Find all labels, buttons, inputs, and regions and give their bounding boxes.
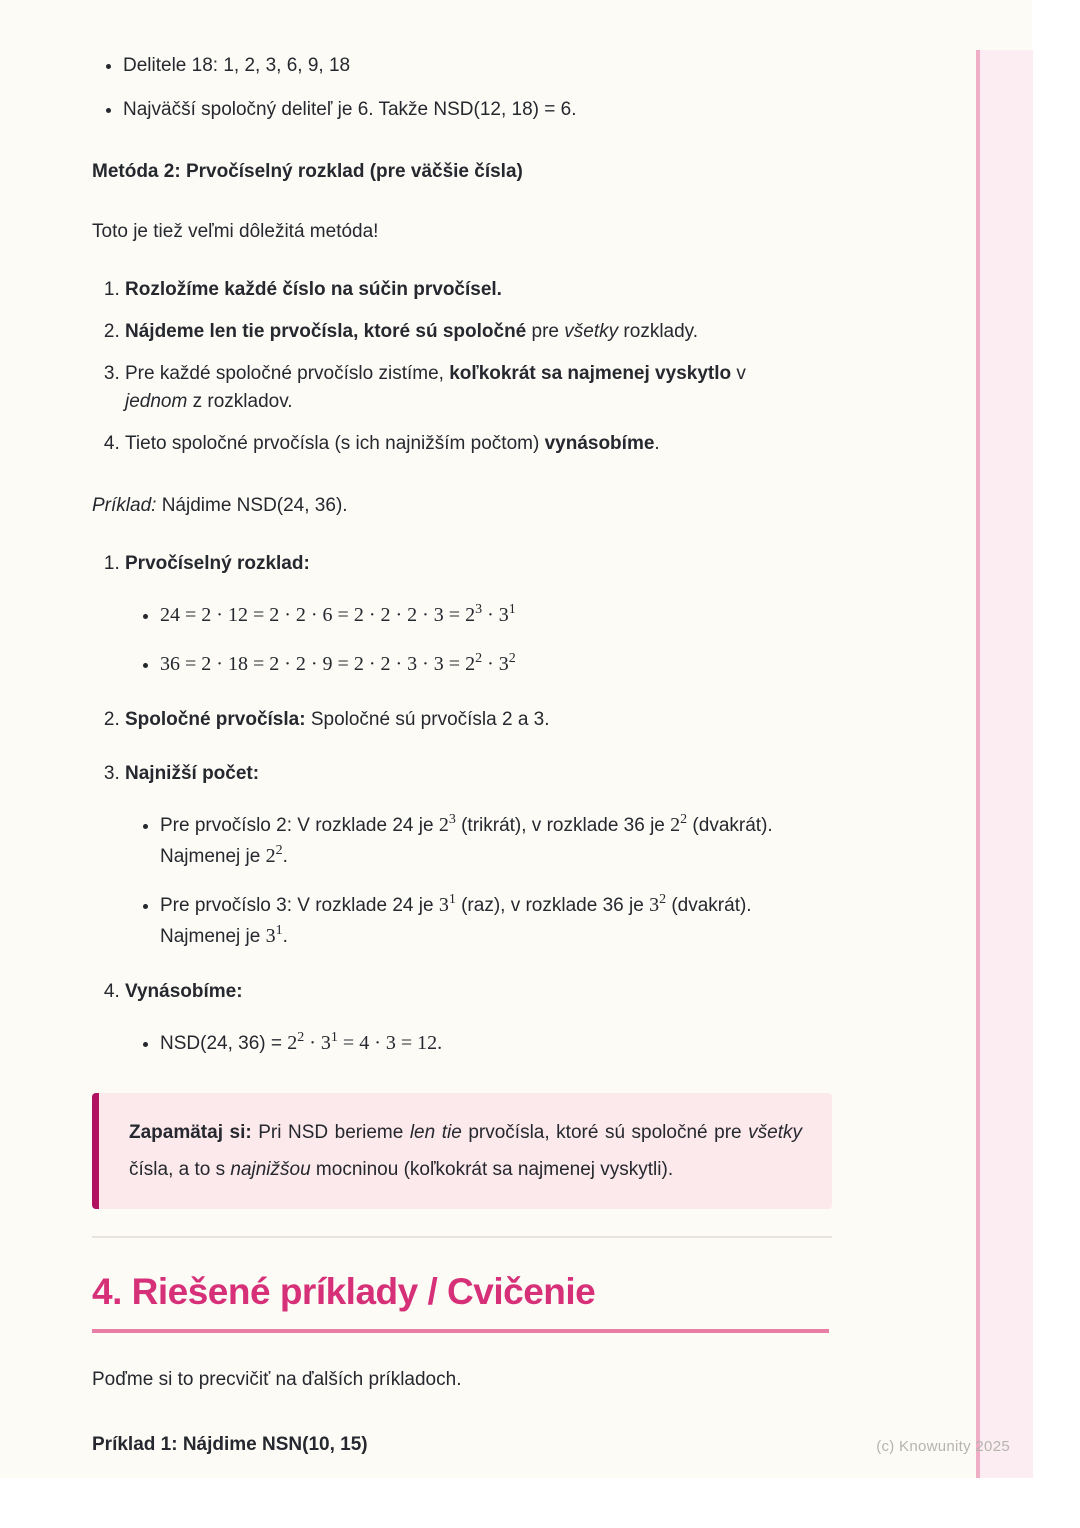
step-item: 1. Rozložíme každé číslo na súčin prvočísel. bbox=[125, 276, 832, 304]
section4-title: 4. Riešené príklady / Cvičenie bbox=[92, 1271, 596, 1312]
divisors-summary-list bbox=[92, 52, 832, 124]
step-item bbox=[125, 760, 832, 952]
method2-lead: Toto je tiež veľmi dôležitá metóda! bbox=[92, 221, 379, 242]
step-item: 2. Nájdeme len tie prvočísla, ktoré sú spoločné pre všetky rozklady. bbox=[125, 318, 832, 346]
list-item: • Pre prvočíslo 3: V rozklade 24 je $3^1$ (raz), v rozklade 36 je $3^2$ (dvakrát). Najmenej je $3^1$. bbox=[160, 890, 832, 952]
list-item: • Pre prvočíslo 2: V rozklade 24 je $2^3$ (trikrát), v rozklade 36 je $2^2$ (dvakrát). Najmenej je $2^2$. bbox=[160, 810, 832, 872]
example-intro: Príklad: Nájdime NSD(24, 36). bbox=[92, 495, 348, 516]
callout-text: Zapamätaj si: Pri NSD berieme len tie prvočísla, ktoré sú spoločné pre všetky čísla, a to s najnižšou mocninou (koľkokrát sa najmenej vyskytli). bbox=[129, 1122, 802, 1180]
step-item: 4. Tieto spoločné prvočísla (s ich najnižším počtom) vynásobíme. bbox=[125, 430, 832, 458]
step-item bbox=[125, 978, 832, 1059]
list-item: • Delitele 18: 1, 2, 3, 6, 9, 18 bbox=[123, 52, 832, 80]
step-item bbox=[125, 550, 832, 680]
step-item: 3. Pre každé spoločné prvočíslo zistíme, koľkokrát sa najmenej vyskytlo v jednom z rozkladov. bbox=[125, 360, 832, 416]
step-title: 1. Prvočíselný rozklad: bbox=[125, 553, 310, 574]
example-steps-list bbox=[92, 550, 832, 1059]
list-item: • Najväčší spoločný deliteľ je 6. Takže NSD(12, 18) = 6. bbox=[123, 96, 832, 124]
step-title: 3. Najnižší počet: bbox=[125, 763, 260, 784]
step-item bbox=[125, 706, 832, 734]
page-edge-strip bbox=[976, 50, 1033, 1478]
method2-heading: Metóda 2: Prvočíselný rozklad (pre väčšie čísla) bbox=[92, 161, 523, 182]
remember-callout bbox=[92, 1093, 832, 1209]
exercise1-title: Príklad 1: Nájdime NSN(10, 15) bbox=[92, 1434, 368, 1455]
math-line: • $24 = 2 \cdot 12 = 2 \cdot 2 \cdot 6 = 2 \cdot 2 \cdot 2 \cdot 3 = 2^3 \cdot 3^1$ bbox=[160, 600, 832, 631]
factorization-list bbox=[125, 600, 832, 680]
practice-lead: Poďme si to precvičiť na ďalších príkladoch. bbox=[92, 1369, 462, 1390]
copyright-watermark: (c) Knowunity 2025 bbox=[876, 1438, 1010, 1455]
section-divider bbox=[92, 1236, 832, 1238]
document-content bbox=[92, 0, 832, 1459]
step-title: 2. Spoločné prvočísla: Spoločné sú prvočísla 2 a 3. bbox=[125, 709, 550, 730]
math-line: • NSD(24, $36) = 2^2 \cdot 3^1 = 4 \cdot 3 = 12$. bbox=[160, 1028, 832, 1059]
step-title: 4. Vynásobíme: bbox=[125, 981, 243, 1002]
math-line: • $36 = 2 \cdot 18 = 2 \cdot 2 \cdot 9 = 2 \cdot 2 \cdot 3 \cdot 3 = 2^2 \cdot 3^2$ bbox=[160, 649, 832, 680]
method2-steps-list bbox=[92, 276, 832, 458]
lowest-power-list bbox=[125, 810, 832, 952]
result-list bbox=[125, 1028, 832, 1059]
section4-title-underline bbox=[92, 1329, 829, 1333]
